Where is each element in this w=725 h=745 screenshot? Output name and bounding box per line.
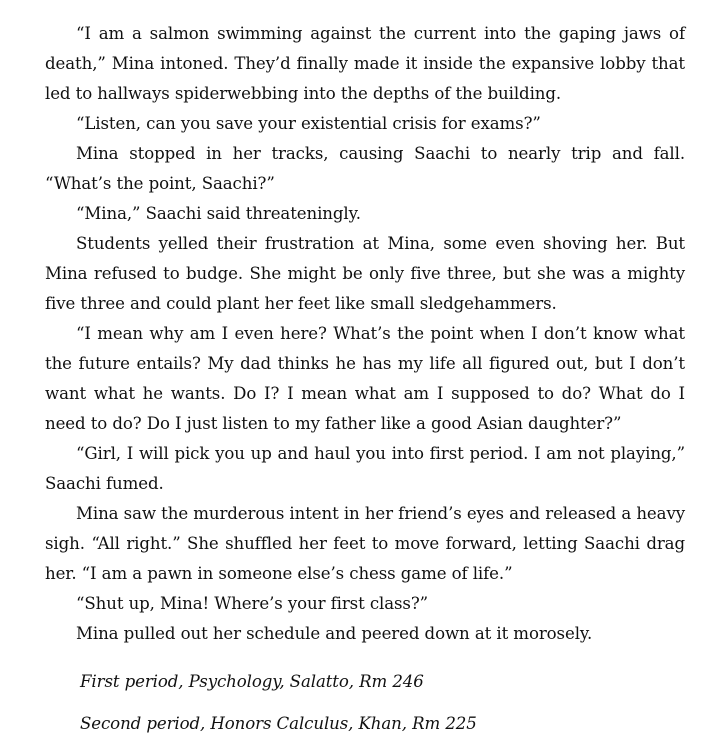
paragraph: Mina pulled out her schedule and peered down at it morosely. — [76, 624, 593, 643]
schedule-list — [45, 661, 685, 745]
body-text — [45, 19, 685, 649]
paragraph: Mina stopped in her tracks, causing Saachi to nearly trip and fall. “What’s the point, Saachi?” — [45, 144, 685, 193]
paragraph: Students yelled their frustration at Mina, some even shoving her. But Mina refused to budge. She might be only five three, but she was a mighty five three and could plant her feet like small sledgehammers. — [45, 234, 685, 313]
paragraph: “I am a salmon swimming against the current into the gaping jaws of death,” Mina intoned. They’d finally made it inside the expansive lobby that led to hallways spiderwebbing into the depths of the building. — [45, 24, 685, 103]
paragraph: “Listen, can you save your existential crisis for exams?” — [76, 114, 541, 133]
schedule-item-second-period: Second period, Honors Calculus, Khan, Rm 225 — [80, 714, 477, 733]
schedule-item-first-period: First period, Psychology, Salatto, Rm 246 — [80, 672, 424, 691]
paragraph: “Girl, I will pick you up and haul you into first period. I am not playing,” Saachi fumed. — [45, 444, 685, 493]
paragraph: “I mean why am I even here? What’s the point when I don’t know what the future entails? My dad thinks he has my life all figured out, but I don’t want what he wants. Do I? I mean what am I supposed to do? What do I need to do? Do I just listen to my father like a good Asian daughter?” — [45, 324, 685, 433]
paragraph: “Mina,” Saachi said threateningly. — [76, 204, 361, 223]
paragraph: “Shut up, Mina! Where’s your first class?” — [76, 594, 429, 613]
paragraph: Mina saw the murderous intent in her friend’s eyes and released a heavy sigh. “All right.” She shuffled her feet to move forward, letting Saachi drag her. “I am a pawn in someone else’s chess game of life.” — [45, 504, 685, 583]
book-page — [45, 19, 685, 745]
